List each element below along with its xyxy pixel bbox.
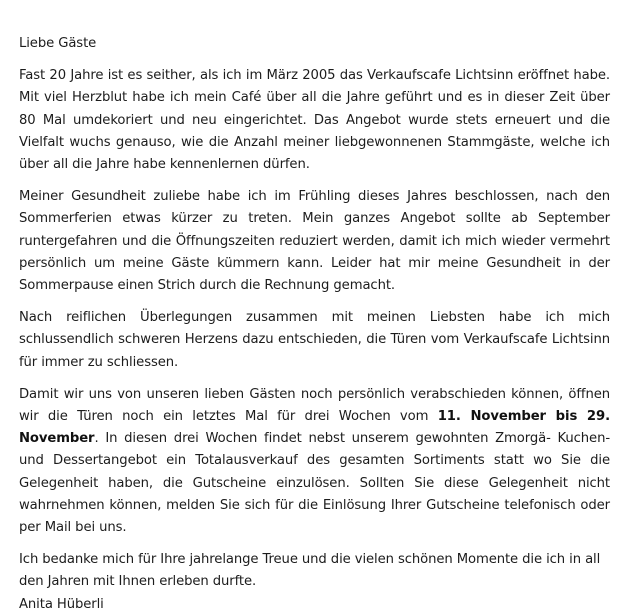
paragraph-closing-event [19, 384, 610, 539]
paragraph-decision: Nach reiflichen Überlegungen zusammen mit meinen Liebsten habe ich mich schlussendlich schweren Herzens dazu entschieden, die Türen vom Verkaufscafe Lichtsinn für immer zu schliessen. [19, 310, 610, 370]
closing-event-details: . In diesen drei Wochen findet nebst unserem gewohnten Zmorgä- Kuchen- und Dessertangebot ein Totalausverkauf des gesamten Sortiments statt wo Sie die Gelegenheit haben, die Gutscheine einzulösen. Sollten Sie diese Gelegenheit nicht wahrnehmen können, melden Sie sich für die Einlösung Ihrer Gutscheine telefonisch oder per Mail bei uns. [19, 431, 610, 536]
closing-event-intro: Damit wir uns von unseren lieben Gästen noch persönlich verabschieden können, öffnen wir die Türen noch ein letztes Mal für drei Wochen vom [19, 386, 610, 425]
signature: Anita Hüberli [19, 596, 104, 612]
paragraph-health: Meiner Gesundheit zuliebe habe ich im Frühling dieses Jahres beschlossen, nach den Sommerferien etwas kürzer zu treten. Mein ganzes Angebot sollte ab September runtergefahren und die Öffnungszeiten reduziert werden, damit ich mich wieder vermehrt persönlich um meine Gäste kümmern kann. Leider hat mir meine Gesundheit in der Sommerpause einen Strich durch die Rechnung gemacht. [19, 189, 610, 294]
letter [19, 33, 610, 616]
paragraph-thanks [19, 549, 610, 616]
closing-dates: 11. November bis 29. November [19, 409, 610, 447]
greeting: Liebe Gäste [19, 36, 97, 51]
thanks-text: Ich bedanke mich für Ihre jahrelange Treue und die vielen schönen Momente die ich in all den Jahren mit Ihnen erleben durfte. [19, 552, 601, 590]
paragraph-history: Fast 20 Jahre ist es seither, als ich im März 2005 das Verkaufscafe Lichtsinn eröffnet habe. Mit viel Herzblut habe ich mein Café über all die Jahre geführt und es in dieser Zeit über 80 Mal umdekoriert und neu eingerichtet. Das Angebot wurde stets erneuert und die Vielfalt wuchs genauso, wie die Anzahl meiner liebgewonnenen Stammgäste, welche ich über all die Jahre habe kennenlernen dürfen. [19, 68, 610, 173]
